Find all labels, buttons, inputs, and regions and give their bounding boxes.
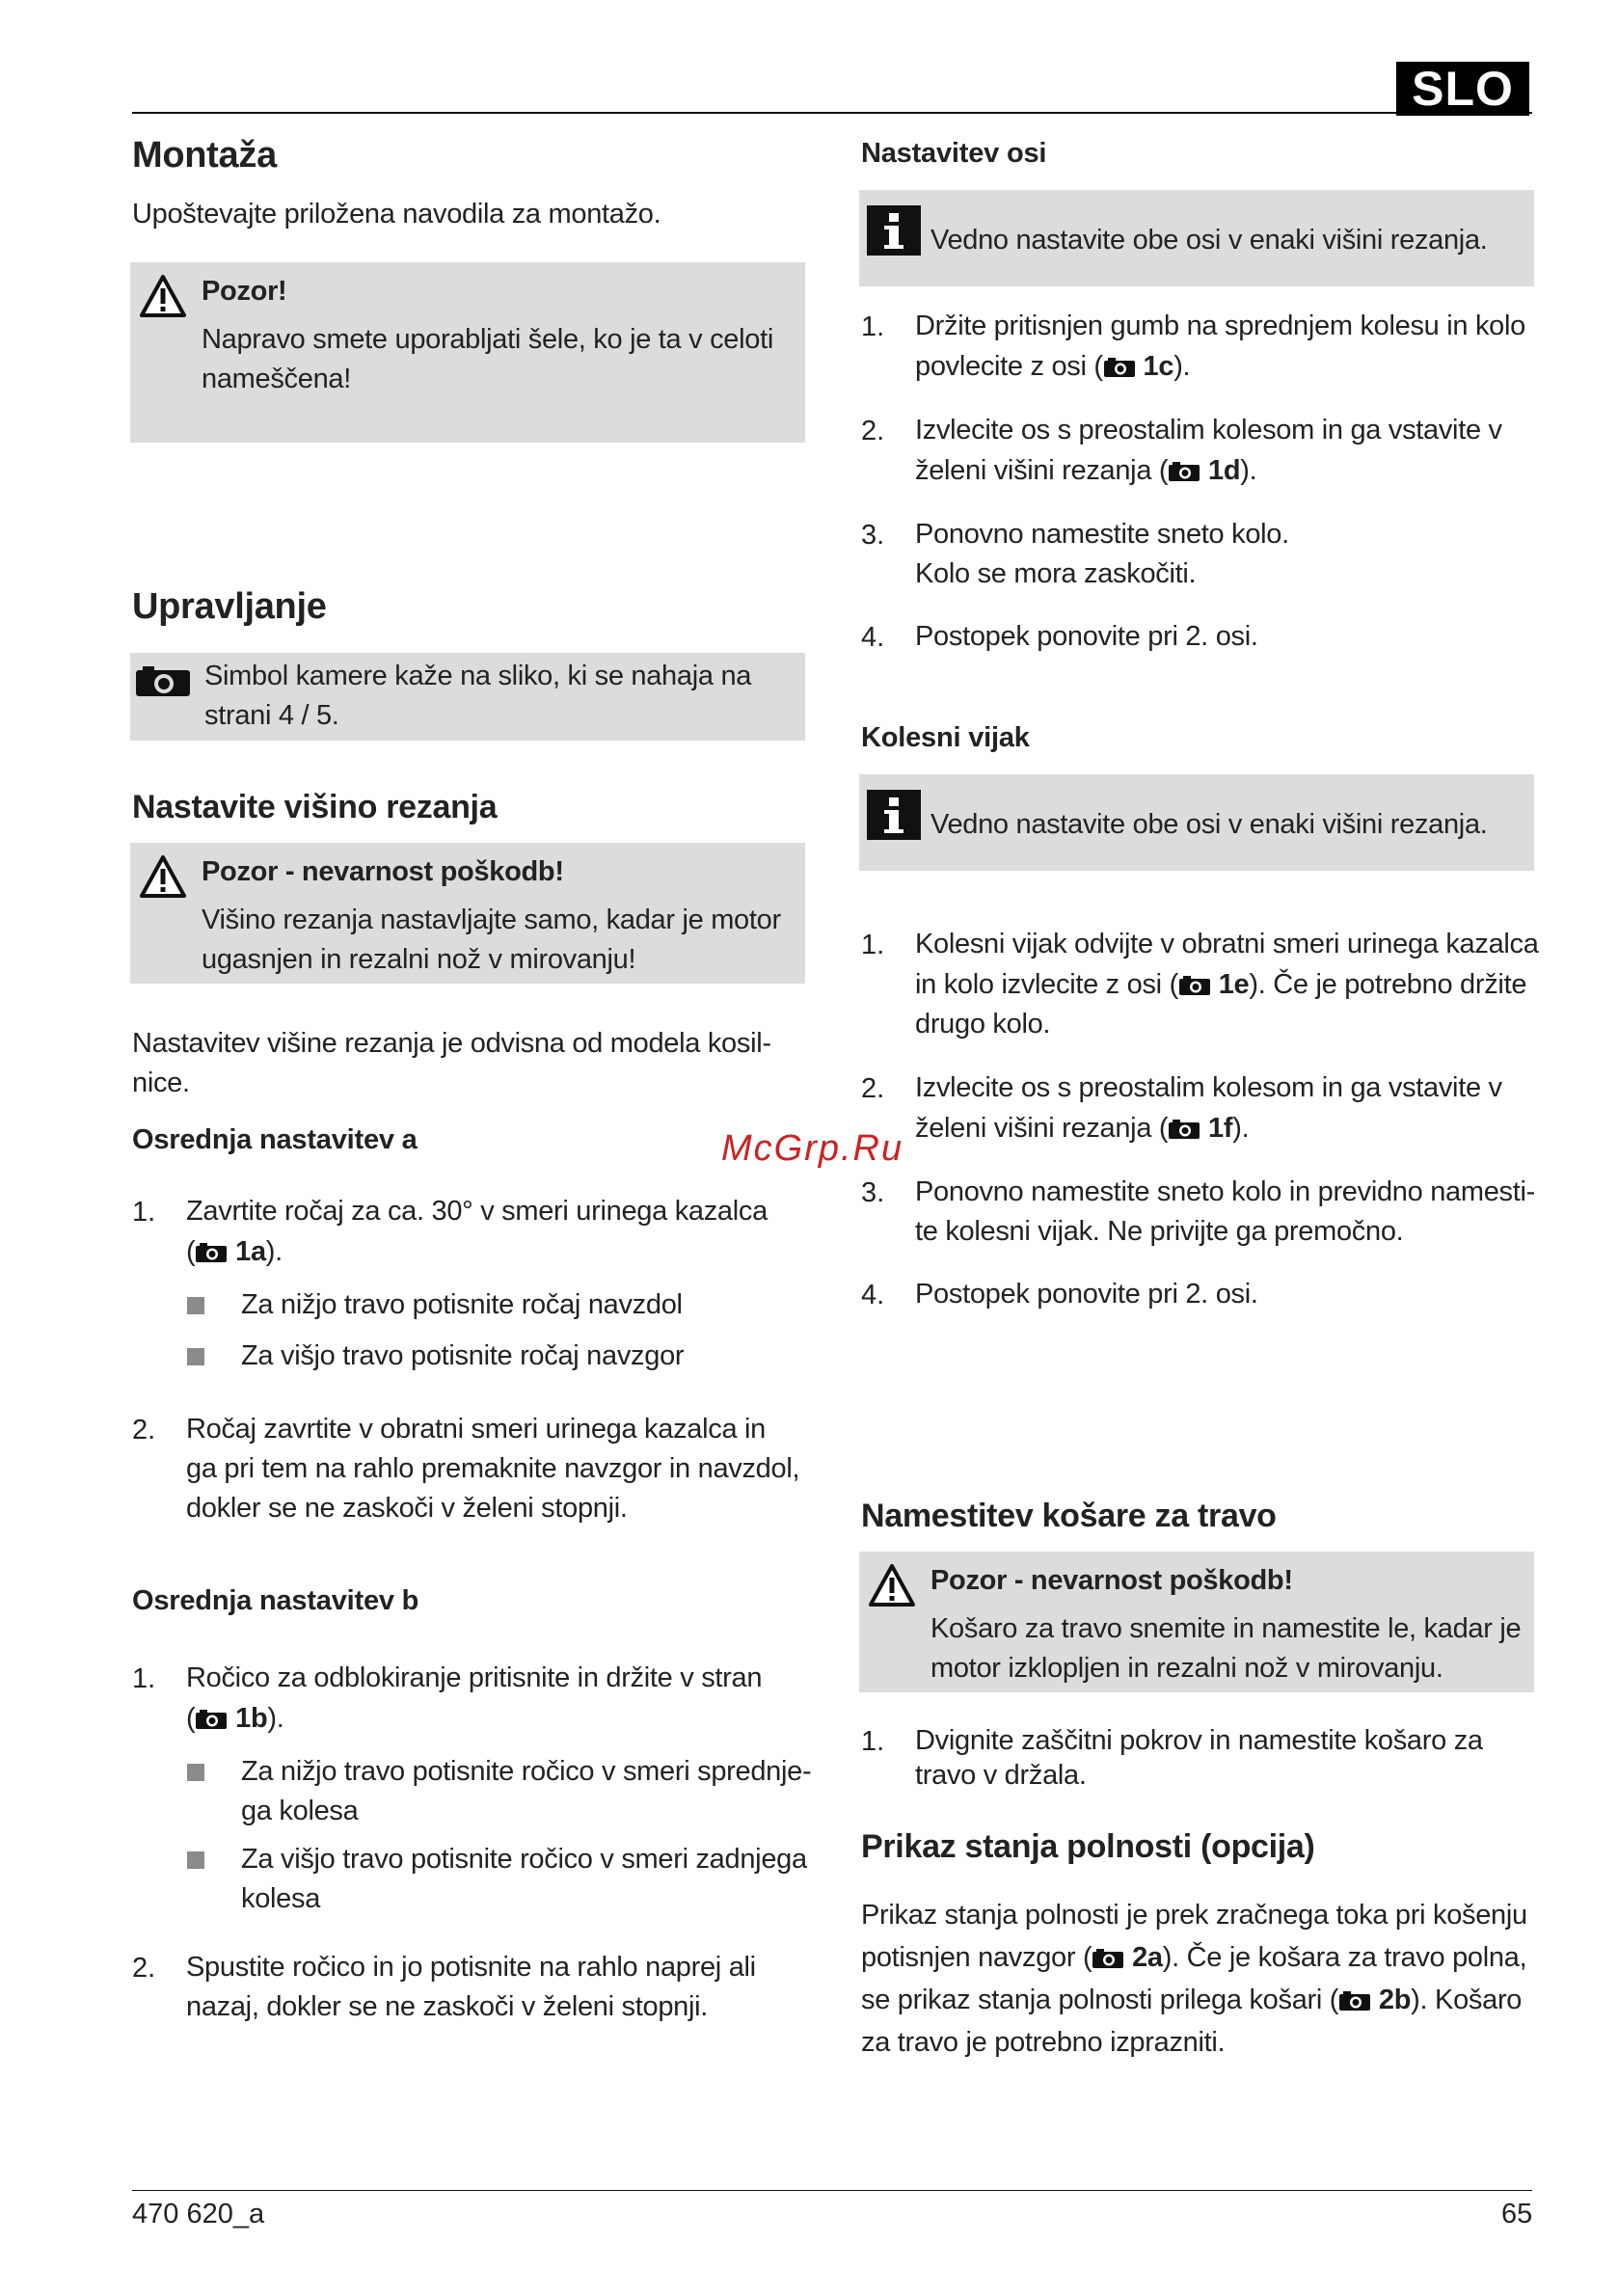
subsection-title-vijak: Kolesni vijak: [861, 722, 1030, 753]
step-text: travo v držala.: [915, 1760, 1087, 1791]
step-text: Ponovno namestite sneto kolo.: [915, 519, 1289, 550]
language-badge: SLO: [1396, 62, 1529, 116]
footer-rule: [132, 2190, 1532, 2191]
figure-ref: 2a: [1132, 1942, 1163, 1973]
camera-icon: [1338, 1990, 1371, 2012]
step-text: ( 1b).: [186, 1703, 284, 1734]
step-text: Izvlecite os s preostalim kolesom in ga vstavite v: [915, 1072, 1502, 1103]
camera-icon: [195, 1709, 228, 1730]
step-text-tail: ).: [267, 1703, 284, 1734]
prikaz-text-line: potisnjen navzgor ( 2a). Če je košara za travo polna,: [861, 1942, 1527, 1973]
warning-box-visina: [130, 843, 805, 984]
warning-text-line: Košaro za travo snemite in namestite le, kadar je: [930, 1613, 1522, 1644]
warning-title: Pozor!: [202, 276, 287, 307]
step-text: Držite pritisnjen gumb na sprednjem kolesu in kolo: [915, 311, 1525, 341]
camera-icon: [1168, 461, 1200, 482]
warning-title: Pozor - nevarnost poškodb!: [202, 856, 564, 887]
section-title-montaza: Montaža: [132, 135, 277, 176]
camera-icon: [1168, 1119, 1200, 1140]
step-text: nazaj, dokler se ne zaskoči v želeni stopnji.: [186, 1991, 709, 2022]
bullet-text: Za višjo travo potisnite ročico v smeri zadnjega: [241, 1844, 807, 1875]
step-text: dokler se ne zaskoči v želeni stopnji.: [186, 1493, 628, 1524]
figure-ref: 2b: [1378, 1985, 1412, 2015]
step-number: 1.: [861, 930, 885, 960]
montaza-text: Upoštevajte priložena navodila za montažo.: [132, 199, 661, 230]
footer-page-number: 65: [1501, 2199, 1533, 2229]
step-text: povlecite z osi ( 1c).: [915, 351, 1191, 382]
info-icon: [867, 790, 921, 840]
camera-icon: [1178, 975, 1211, 996]
step-text-tail: ).: [265, 1236, 283, 1267]
step-number: 1.: [132, 1663, 156, 1694]
warning-icon: [139, 274, 187, 318]
info-icon: [867, 205, 921, 256]
info-box-osi: [859, 190, 1534, 286]
figure-ref: 1d: [1208, 455, 1241, 486]
bullet-text: Za nižjo travo potisnite ročico v smeri sprednje-: [241, 1756, 812, 1787]
warning-text-line: ugasnjen in rezalni nož v mirovanju!: [202, 944, 636, 975]
camera-note-box: [130, 653, 805, 741]
section-title-upravljanje: Upravljanje: [132, 586, 327, 627]
step-text: drugo kolo.: [915, 1009, 1051, 1040]
step-text: Kolo se mora zaskočiti.: [915, 558, 1197, 589]
step-text: Kolesni vijak odvijte v obratni smeri urinega kazalca: [915, 929, 1539, 959]
warning-text-line: motor izklopljen in rezalni nož v mirovanju.: [930, 1653, 1443, 1684]
warning-text-line: Višino rezanja nastavljajte samo, kadar je motor: [202, 905, 781, 935]
step-number: 2.: [861, 1073, 885, 1104]
warning-text-line: Napravo smete uporabljati šele, ko je ta v celoti: [202, 324, 773, 355]
footer-doc-id: 470 620_a: [132, 2199, 265, 2229]
step-text: Spustite ročico in jo potisnite na rahlo naprej ali: [186, 1952, 756, 1983]
section-title-prikaz: Prikaz stanja polnosti (opcija): [861, 1828, 1315, 1865]
prikaz-text-line: se prikaz stanja polnosti prilega košari ( 2b). Košaro: [861, 1985, 1523, 2015]
bullet-text: Za višjo travo potisnite ročaj navzgor: [241, 1340, 685, 1371]
visina-text-line: Nastavitev višine rezanja je odvisna od modela kosil-: [132, 1028, 771, 1059]
section-title-kosara: Namestitev košare za travo: [861, 1498, 1277, 1534]
warning-box-montaza: [130, 262, 805, 443]
camera-icon: [195, 1242, 228, 1263]
step-text: Postopek ponovite pri 2. osi.: [915, 621, 1258, 652]
step-text: Dvignite zaščitni pokrov in namestite košaro za: [915, 1725, 1483, 1756]
header-rule: [132, 112, 1532, 114]
warning-title: Pozor - nevarnost poškodb!: [930, 1565, 1293, 1596]
figure-ref: 1c: [1143, 351, 1174, 382]
bullet-square: [187, 1348, 204, 1365]
bullet-square: [187, 1764, 204, 1781]
warning-box-kosara: [859, 1552, 1534, 1692]
step-text: Zavrtite ročaj za ca. 30° v smeri urinega kazalca: [186, 1196, 768, 1227]
step-text: ga pri tem na rahlo premaknite navzgor in navzdol,: [186, 1453, 800, 1484]
figure-ref: 1f: [1208, 1113, 1233, 1144]
step-number: 1.: [861, 1726, 885, 1757]
step-text: Postopek ponovite pri 2. osi.: [915, 1279, 1258, 1310]
visina-text-line: nice.: [132, 1067, 190, 1098]
step-text: Ponovno namestite sneto kolo in previdno namesti-: [915, 1176, 1536, 1207]
camera-icon: [1092, 1948, 1124, 1969]
bullet-text: ga kolesa: [241, 1796, 359, 1826]
step-number: 3.: [861, 520, 885, 551]
step-text: ( 1a).: [186, 1236, 283, 1267]
bullet-square: [187, 1297, 204, 1314]
info-text: Vedno nastavite obe osi v enaki višini rezanja.: [930, 225, 1488, 256]
prikaz-text-line: Prikaz stanja polnosti je prek zračnega toka pri košenju: [861, 1900, 1527, 1931]
step-text: Ročaj zavrtite v obratni smeri urinega kazalca in: [186, 1414, 767, 1445]
step-number: 3.: [861, 1177, 885, 1208]
camera-note-line: strani 4 / 5.: [204, 700, 339, 731]
step-number: 2.: [132, 1415, 156, 1445]
watermark: McGrp.Ru: [721, 1128, 904, 1169]
subsection-title-osrednja-a: Osrednja nastavitev a: [132, 1124, 418, 1155]
warning-icon: [139, 854, 187, 899]
step-text: želeni višini rezanja ( 1f).: [915, 1113, 1250, 1144]
step-number: 1.: [132, 1197, 156, 1228]
step-text: Ročico za odblokiranje pritisnite in držite v stran: [186, 1662, 763, 1693]
step-number: 4.: [861, 622, 885, 653]
step-text: Izvlecite os s preostalim kolesom in ga vstavite v: [915, 415, 1502, 446]
bullet-text: Za nižjo travo potisnite ročaj navzdol: [241, 1289, 683, 1320]
step-number: 1.: [861, 311, 885, 342]
info-box-vijak: [859, 774, 1534, 871]
bullet-text: kolesa: [241, 1883, 321, 1914]
warning-text-line: nameščena!: [202, 364, 351, 394]
info-text: Vedno nastavite obe osi v enaki višini rezanja.: [930, 809, 1488, 840]
subsection-title-osi: Nastavitev osi: [861, 138, 1047, 169]
warning-icon: [868, 1563, 916, 1607]
camera-note-line: Simbol kamere kaže na sliko, ki se nahaja na: [204, 661, 752, 691]
step-text: te kolesni vijak. Ne privijte ga premočno.: [915, 1216, 1404, 1247]
step-text: in kolo izvlecite z osi ( 1e). Če je potrebno držite: [915, 969, 1527, 1000]
figure-ref: 1b: [235, 1703, 268, 1734]
bullet-square: [187, 1851, 204, 1869]
section-title-visina: Nastavite višino rezanja: [132, 789, 498, 825]
camera-icon: [135, 664, 191, 697]
step-text: želeni višini rezanja ( 1d).: [915, 455, 1257, 486]
camera-icon: [1103, 357, 1136, 378]
subsection-title-osrednja-b: Osrednja nastavitev b: [132, 1585, 419, 1616]
step-number: 4.: [861, 1280, 885, 1310]
figure-ref: 1e: [1218, 969, 1250, 1000]
prikaz-text-line: za travo je potrebno izprazniti.: [861, 2027, 1226, 2058]
step-number: 2.: [861, 416, 885, 446]
step-number: 2.: [132, 1953, 156, 1984]
figure-ref: 1a: [235, 1236, 266, 1267]
